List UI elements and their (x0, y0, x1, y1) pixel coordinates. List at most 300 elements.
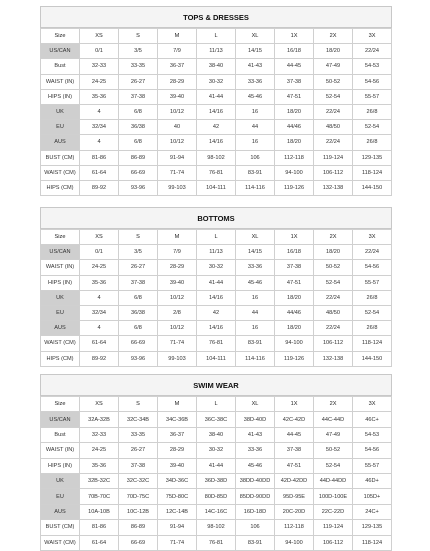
size-column-header: M (158, 29, 197, 44)
size-cell: 61-64 (80, 535, 119, 550)
size-cell: 33-36 (236, 443, 275, 458)
table-row (41, 305, 392, 320)
row-label: HIPS (IN) (41, 275, 80, 290)
size-cell: 32-33 (80, 59, 119, 74)
size-cell: 4 (80, 135, 119, 150)
size-cell: 22/24 (314, 104, 353, 119)
size-cell: 70D-75C (119, 489, 158, 504)
size-cell: 54-56 (353, 443, 392, 458)
table-row (41, 150, 392, 165)
size-cell: 55-57 (353, 89, 392, 104)
size-cell: 50-52 (314, 443, 353, 458)
table-row (41, 336, 392, 351)
size-cell: 26-27 (119, 260, 158, 275)
size-cell: 45-46 (236, 275, 275, 290)
size-column-header: XS (80, 230, 119, 245)
size-cell: 16 (236, 321, 275, 336)
size-cell: 32A-32B (80, 412, 119, 427)
size-cell: 129-135 (353, 520, 392, 535)
size-cell: 94-100 (275, 535, 314, 550)
size-cell: 6/8 (119, 104, 158, 119)
size-cell: 33-35 (119, 427, 158, 442)
size-cell: 47-49 (314, 427, 353, 442)
size-cell: 30-32 (197, 443, 236, 458)
size-cell: 52-54 (314, 89, 353, 104)
size-cell: 61-64 (80, 165, 119, 180)
size-cell: 7/9 (158, 44, 197, 59)
size-cell: 132-138 (314, 351, 353, 366)
table-row (41, 520, 392, 535)
size-cell: 104-111 (197, 351, 236, 366)
size-cell: 48/50 (314, 120, 353, 135)
size-cell: 36-37 (158, 427, 197, 442)
size-cell: 7/9 (158, 245, 197, 260)
size-cell: 33-36 (236, 260, 275, 275)
size-cell: 144-150 (353, 351, 392, 366)
row-label: BUST (CM) (41, 520, 80, 535)
table-row (41, 443, 392, 458)
size-cell: 44 (236, 120, 275, 135)
table-row (41, 59, 392, 74)
size-cell: 12C-14B (158, 504, 197, 519)
header-row (41, 29, 392, 44)
size-cell: 41-44 (197, 275, 236, 290)
size-cell: 52-54 (353, 305, 392, 320)
table-row (41, 473, 392, 488)
table-row (41, 535, 392, 550)
size-cell: 35-36 (80, 89, 119, 104)
size-cell: 32/34 (80, 120, 119, 135)
size-cell: 93-96 (119, 351, 158, 366)
size-cell: 81-86 (80, 150, 119, 165)
size-cell: 16 (236, 104, 275, 119)
size-cell: 26-27 (119, 74, 158, 89)
table-row (41, 44, 392, 59)
size-cell: 32C-32C (119, 473, 158, 488)
size-cell: 32/34 (80, 305, 119, 320)
row-label: US/CAN (41, 412, 80, 427)
row-label: WAIST (CM) (41, 165, 80, 180)
size-column-header: 1X (275, 230, 314, 245)
size-cell: 83-91 (236, 336, 275, 351)
size-cell: 37-38 (119, 89, 158, 104)
size-cell: 89-92 (80, 180, 119, 195)
table-row (41, 135, 392, 150)
size-cell: 76-81 (197, 535, 236, 550)
size-cell: 35-36 (80, 275, 119, 290)
size-column-header: S (119, 29, 158, 44)
size-cell: 42 (197, 120, 236, 135)
size-cell: 76-81 (197, 336, 236, 351)
table-row (41, 489, 392, 504)
size-cell: 26/8 (353, 321, 392, 336)
header-row (41, 397, 392, 412)
size-cell: 132-138 (314, 180, 353, 195)
size-cell: 6/8 (119, 321, 158, 336)
size-cell: 86-89 (119, 150, 158, 165)
size-cell: 80D-85D (197, 489, 236, 504)
size-cell: 37-38 (275, 260, 314, 275)
table-row (41, 245, 392, 260)
size-cell: 118-124 (353, 165, 392, 180)
size-cell: 39-40 (158, 89, 197, 104)
row-label: WAIST (CM) (41, 535, 80, 550)
chart-title: SWIM WEAR (40, 374, 392, 396)
size-cell: 37-38 (119, 458, 158, 473)
size-cell: 39-40 (158, 458, 197, 473)
size-cell: 22/24 (314, 135, 353, 150)
size-cell: 129-135 (353, 150, 392, 165)
size-cell: 83-91 (236, 535, 275, 550)
size-cell: 52-54 (314, 458, 353, 473)
size-cell: 106-112 (314, 535, 353, 550)
size-cell: 28-29 (158, 260, 197, 275)
size-cell: 2/8 (158, 305, 197, 320)
size-cell: 45-46 (236, 89, 275, 104)
size-column-header: XS (80, 29, 119, 44)
size-cell: 6/8 (119, 135, 158, 150)
size-cell: 112-118 (275, 520, 314, 535)
size-column-header: M (158, 230, 197, 245)
size-cell: 14/15 (236, 44, 275, 59)
size-cell: 47-51 (275, 458, 314, 473)
size-cell: 114-116 (236, 351, 275, 366)
size-cell: 20C-20D (275, 504, 314, 519)
size-cell: 41-44 (197, 458, 236, 473)
size-cell: 100D-100E (314, 489, 353, 504)
size-table (40, 396, 392, 551)
size-table (40, 28, 392, 196)
row-label: WAIST (IN) (41, 443, 80, 458)
size-header-cell: Size (41, 397, 80, 412)
size-cell: 16/18 (275, 245, 314, 260)
size-cell: 11/13 (197, 44, 236, 59)
size-cell: 41-43 (236, 59, 275, 74)
row-label: UK (41, 104, 80, 119)
size-cell: 28-29 (158, 443, 197, 458)
size-cell: 28-29 (158, 74, 197, 89)
size-cell: 22/24 (314, 290, 353, 305)
size-cell: 16/18 (275, 44, 314, 59)
row-label: AUS (41, 135, 80, 150)
table-row (41, 290, 392, 305)
row-label: AUS (41, 321, 80, 336)
chart-title: BOTTOMS (40, 207, 392, 229)
size-cell: 50-52 (314, 260, 353, 275)
row-label: WAIST (IN) (41, 260, 80, 275)
size-header-cell: Size (41, 230, 80, 245)
size-cell: 30-32 (197, 260, 236, 275)
size-cell: 48/50 (314, 305, 353, 320)
size-cell: 98-102 (197, 150, 236, 165)
size-cell: 22/24 (353, 245, 392, 260)
size-cell: 104-111 (197, 180, 236, 195)
size-cell: 71-74 (158, 336, 197, 351)
size-cell: 94-100 (275, 165, 314, 180)
size-cell: 44C-44D (314, 412, 353, 427)
size-cell: 47-51 (275, 89, 314, 104)
table-row (41, 275, 392, 290)
row-label: Bust (41, 427, 80, 442)
size-cell: 33-35 (119, 59, 158, 74)
size-column-header: XL (236, 230, 275, 245)
size-cell: 50-52 (314, 74, 353, 89)
size-cell: 42C-42D (275, 412, 314, 427)
size-cell: 33-36 (236, 74, 275, 89)
size-cell: 91-94 (158, 520, 197, 535)
size-cell: 44 (236, 305, 275, 320)
size-cell: 22/24 (314, 321, 353, 336)
size-cell: 83-91 (236, 165, 275, 180)
size-cell: 18/20 (275, 290, 314, 305)
size-cell: 36/38 (119, 120, 158, 135)
size-cell: 3/5 (119, 44, 158, 59)
size-cell: 14/16 (197, 321, 236, 336)
size-column-header: XL (236, 29, 275, 44)
header-row (41, 230, 392, 245)
size-cell: 44/46 (275, 120, 314, 135)
row-label: HIPS (CM) (41, 180, 80, 195)
row-label: HIPS (CM) (41, 351, 80, 366)
size-cell: 4 (80, 290, 119, 305)
size-cell: 14/16 (197, 104, 236, 119)
table-row (41, 104, 392, 119)
row-label: UK (41, 473, 80, 488)
table-row (41, 260, 392, 275)
size-cell: 38DD-40DD (236, 473, 275, 488)
size-cell: 30-32 (197, 74, 236, 89)
size-cell: 34D-36C (158, 473, 197, 488)
size-cell: 99-103 (158, 351, 197, 366)
size-cell: 18/20 (275, 321, 314, 336)
size-cell: 18/20 (314, 44, 353, 59)
size-cell: 18/20 (275, 104, 314, 119)
size-header-cell: Size (41, 29, 80, 44)
size-column-header: 3X (353, 230, 392, 245)
size-cell: 22C-22D (314, 504, 353, 519)
size-cell: 18/20 (275, 135, 314, 150)
size-cell: 86-89 (119, 520, 158, 535)
size-cell: 55-57 (353, 458, 392, 473)
size-cell: 10/12 (158, 135, 197, 150)
table-row (41, 89, 392, 104)
size-cell: 38-40 (197, 427, 236, 442)
size-column-header: 3X (353, 397, 392, 412)
size-cell: 91-94 (158, 150, 197, 165)
size-cell: 106-112 (314, 336, 353, 351)
row-label: UK (41, 290, 80, 305)
row-label: EU (41, 305, 80, 320)
size-cell: 26/8 (353, 135, 392, 150)
size-column-header: L (197, 397, 236, 412)
size-column-header: S (119, 397, 158, 412)
size-cell: 40 (158, 120, 197, 135)
size-cell: 61-64 (80, 336, 119, 351)
size-cell: 34C-36B (158, 412, 197, 427)
size-cell: 99-103 (158, 180, 197, 195)
size-cell: 41-44 (197, 89, 236, 104)
size-cell: 18/20 (314, 245, 353, 260)
size-cell: 119-124 (314, 520, 353, 535)
size-column-header: 1X (275, 397, 314, 412)
size-cell: 38D-40D (236, 412, 275, 427)
row-label: BUST (CM) (41, 150, 80, 165)
size-cell: 24-25 (80, 74, 119, 89)
size-cell: 52-54 (314, 275, 353, 290)
size-cell: 54-53 (353, 59, 392, 74)
size-cell: 10C-12B (119, 504, 158, 519)
chart-title: TOPS & DRESSES (40, 6, 392, 28)
size-cell: 14/15 (236, 245, 275, 260)
size-chart-bottoms (40, 207, 392, 367)
size-cell: 66-69 (119, 535, 158, 550)
size-cell: 71-74 (158, 165, 197, 180)
size-cell: 66-69 (119, 165, 158, 180)
size-cell: 36C-38C (197, 412, 236, 427)
size-cell: 37-38 (275, 443, 314, 458)
size-cell: 75D-80C (158, 489, 197, 504)
size-column-header: 2X (314, 29, 353, 44)
size-cell: 44-45 (275, 59, 314, 74)
size-cell: 11/13 (197, 245, 236, 260)
size-cell: 93-96 (119, 180, 158, 195)
size-cell: 32B-32C (80, 473, 119, 488)
size-cell: 36D-38D (197, 473, 236, 488)
table-row (41, 504, 392, 519)
size-chart-tops-dresses (40, 6, 392, 196)
size-cell: 54-56 (353, 74, 392, 89)
size-cell: 106 (236, 520, 275, 535)
size-cell: 85DD-90DD (236, 489, 275, 504)
size-cell: 118-124 (353, 336, 392, 351)
size-cell: 47-51 (275, 275, 314, 290)
size-cell: 46D+ (353, 473, 392, 488)
table-row (41, 74, 392, 89)
size-cell: 26-27 (119, 443, 158, 458)
size-cell: 46C+ (353, 412, 392, 427)
size-cell: 81-86 (80, 520, 119, 535)
size-column-header: L (197, 230, 236, 245)
size-cell: 32C-34B (119, 412, 158, 427)
size-cell: 54-56 (353, 260, 392, 275)
size-cell: 24-25 (80, 443, 119, 458)
size-cell: 24C+ (353, 504, 392, 519)
size-column-header: 2X (314, 230, 353, 245)
size-cell: 44-45 (275, 427, 314, 442)
size-cell: 44D-44DD (314, 473, 353, 488)
size-column-header: XS (80, 397, 119, 412)
size-cell: 47-49 (314, 59, 353, 74)
size-cell: 10A-10B (80, 504, 119, 519)
row-label: AUS (41, 504, 80, 519)
size-cell: 16 (236, 290, 275, 305)
size-cell: 4 (80, 104, 119, 119)
row-label: US/CAN (41, 245, 80, 260)
row-label: WAIST (IN) (41, 74, 80, 89)
size-cell: 0/1 (80, 245, 119, 260)
size-cell: 41-43 (236, 427, 275, 442)
size-cell: 0/1 (80, 44, 119, 59)
size-cell: 32-33 (80, 427, 119, 442)
size-cell: 10/12 (158, 290, 197, 305)
size-cell: 22/24 (353, 44, 392, 59)
size-cell: 37-38 (275, 74, 314, 89)
size-column-header: 1X (275, 29, 314, 44)
size-cell: 42 (197, 305, 236, 320)
size-cell: 4 (80, 321, 119, 336)
size-cell: 119-126 (275, 180, 314, 195)
table-row (41, 120, 392, 135)
size-column-header: 3X (353, 29, 392, 44)
size-cell: 6/8 (119, 290, 158, 305)
size-cell: 14/16 (197, 290, 236, 305)
size-cell: 45-46 (236, 458, 275, 473)
size-cell: 54-53 (353, 427, 392, 442)
size-cell: 36/38 (119, 305, 158, 320)
size-cell: 70B-70C (80, 489, 119, 504)
size-cell: 106-112 (314, 165, 353, 180)
size-cell: 14/16 (197, 135, 236, 150)
size-column-header: M (158, 397, 197, 412)
row-label: WAIST (CM) (41, 336, 80, 351)
size-column-header: S (119, 230, 158, 245)
size-cell: 112-118 (275, 150, 314, 165)
size-cell: 44/46 (275, 305, 314, 320)
size-cell: 71-74 (158, 535, 197, 550)
size-cell: 16 (236, 135, 275, 150)
size-cell: 26/8 (353, 104, 392, 119)
row-label: EU (41, 489, 80, 504)
size-cell: 26/8 (353, 290, 392, 305)
table-row (41, 351, 392, 366)
size-cell: 95D-95E (275, 489, 314, 504)
size-cell: 118-124 (353, 535, 392, 550)
size-cell: 24-25 (80, 260, 119, 275)
table-row (41, 427, 392, 442)
size-cell: 55-57 (353, 275, 392, 290)
size-cell: 10/12 (158, 321, 197, 336)
size-cell: 38-40 (197, 59, 236, 74)
size-cell: 105D+ (353, 489, 392, 504)
table-row (41, 321, 392, 336)
size-column-header: L (197, 29, 236, 44)
size-cell: 66-69 (119, 336, 158, 351)
size-cell: 39-40 (158, 275, 197, 290)
row-label: HIPS (IN) (41, 89, 80, 104)
size-cell: 14C-16C (197, 504, 236, 519)
size-cell: 10/12 (158, 104, 197, 119)
size-cell: 144-150 (353, 180, 392, 195)
size-cell: 119-126 (275, 351, 314, 366)
size-cell: 76-81 (197, 165, 236, 180)
size-column-header: 2X (314, 397, 353, 412)
size-cell: 3/5 (119, 245, 158, 260)
size-cell: 98-102 (197, 520, 236, 535)
size-cell: 94-100 (275, 336, 314, 351)
table-row (41, 165, 392, 180)
row-label: Bust (41, 59, 80, 74)
size-cell: 89-92 (80, 351, 119, 366)
table-row (41, 180, 392, 195)
size-cell: 42D-42DD (275, 473, 314, 488)
row-label: EU (41, 120, 80, 135)
size-cell: 114-116 (236, 180, 275, 195)
row-label: HIPS (IN) (41, 458, 80, 473)
size-cell: 35-36 (80, 458, 119, 473)
size-chart-swim-wear (40, 374, 392, 551)
size-cell: 16D-18D (236, 504, 275, 519)
size-cell: 37-38 (119, 275, 158, 290)
